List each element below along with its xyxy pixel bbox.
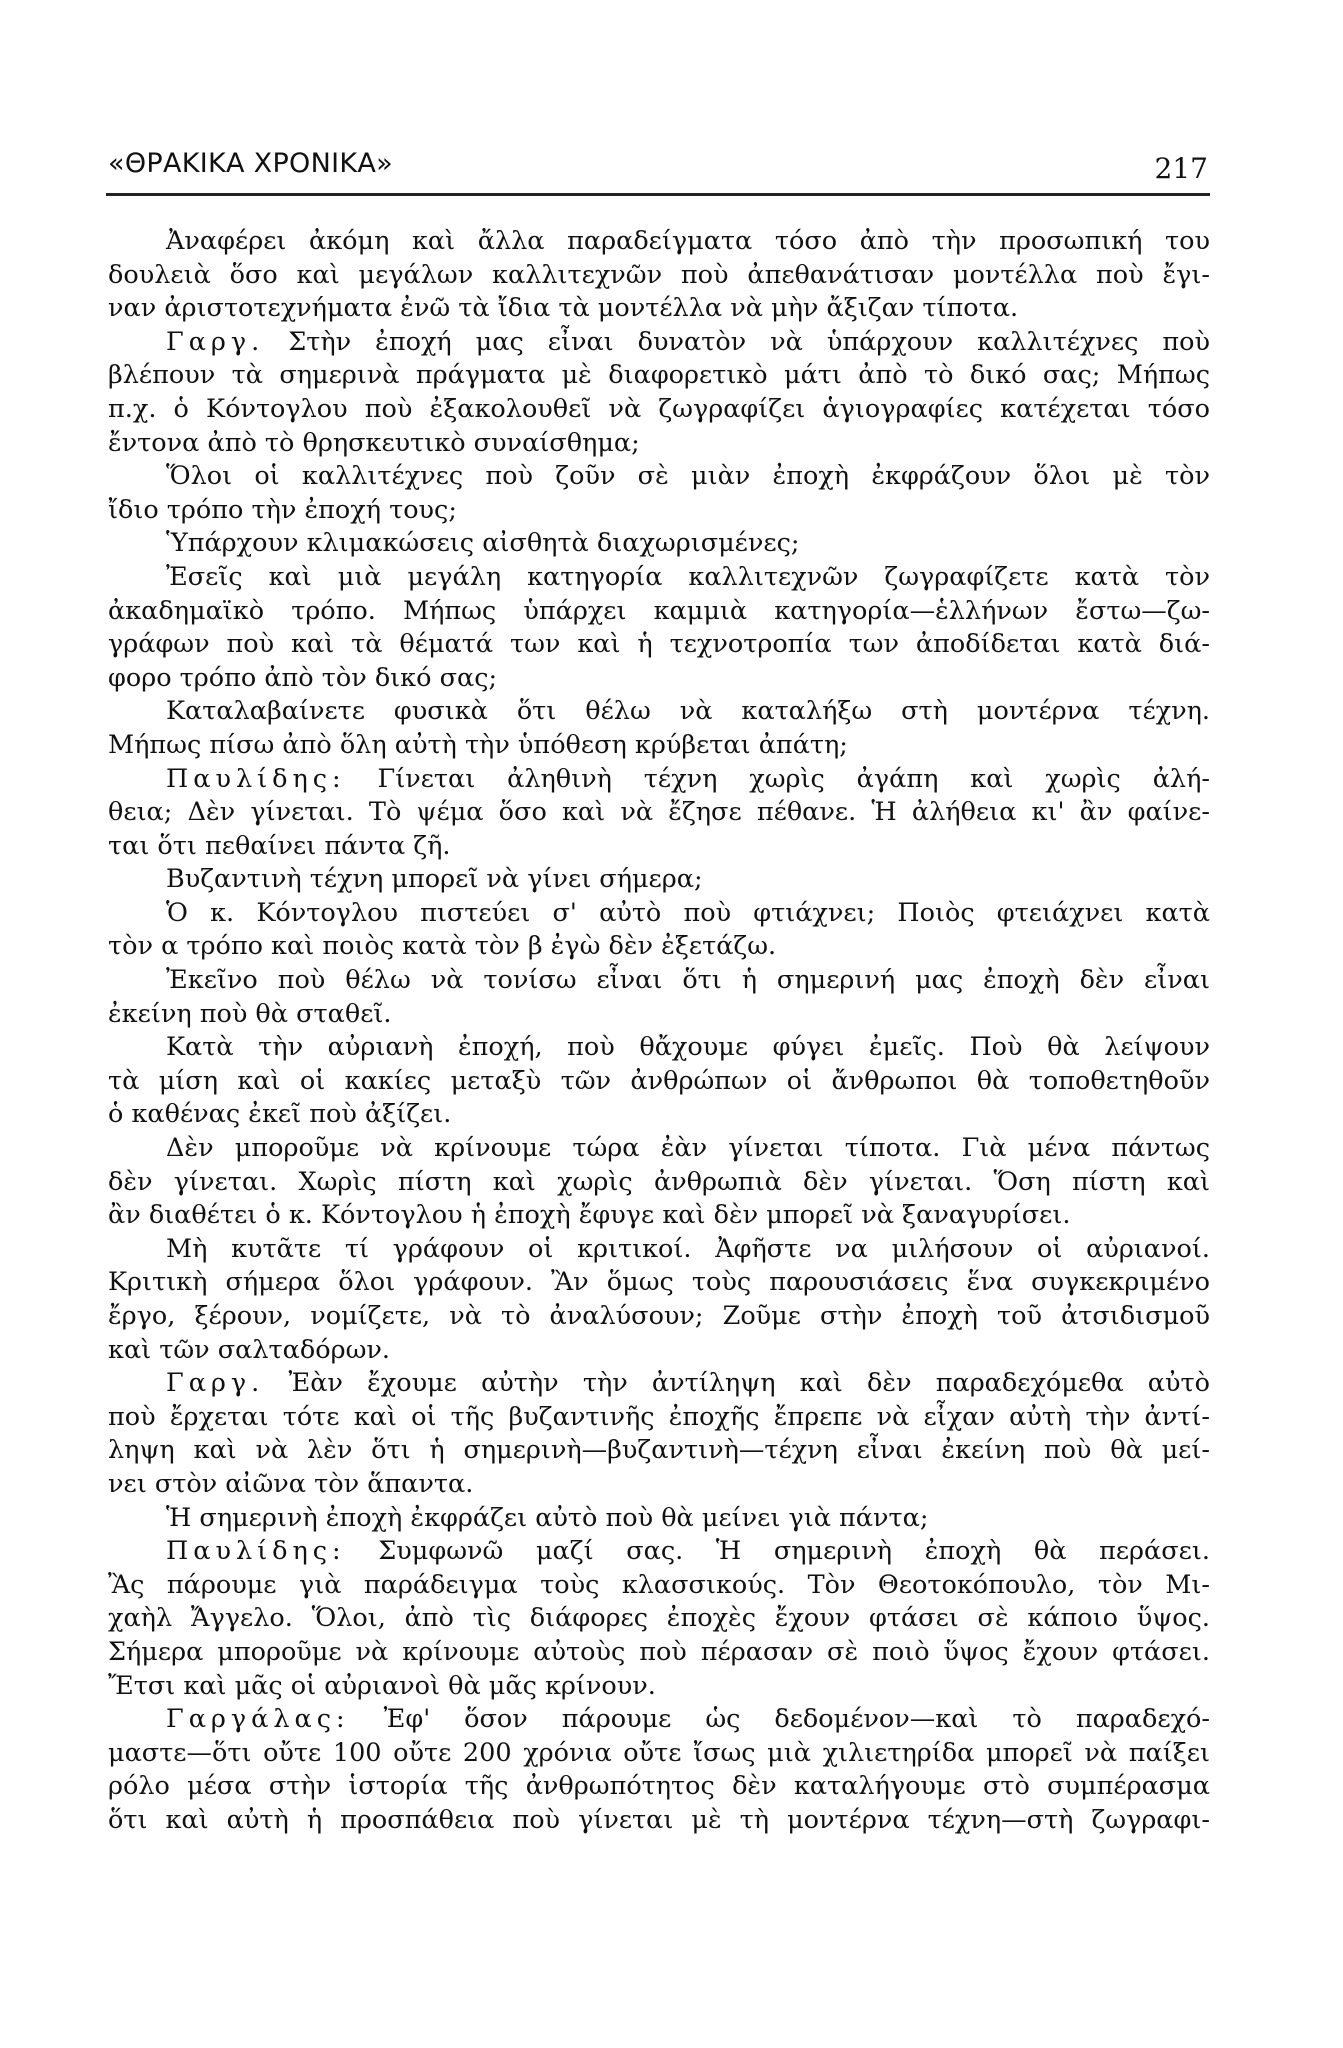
line-text: χαὴλ Ἄγγελο. Ὅλοι, ἀπὸ τὶς διάφορες ἐποχὲς ἔχουν φτάσει σὲ κάποιο ὕψος. — [108, 1603, 1210, 1634]
line-text: τὸν α τρόπο καὶ ποιὸς κατὰ τὸν β ἐγὼ δὲν ἐξετάζω. — [108, 931, 777, 962]
header-rule — [106, 193, 1210, 196]
text-line — [108, 897, 1210, 931]
line-text: ἔργο, ξέρουν, νομίζετε, νὰ τὸ ἀναλύσουν; Ζοῦμε στὴν ἐποχὴ τοῦ ἀτσιδισμοῦ — [108, 1301, 1210, 1331]
speaker-name: Παυλίδης: — [166, 763, 346, 794]
text-line — [108, 1199, 1210, 1233]
text-line — [108, 930, 1210, 964]
text-line — [108, 1468, 1210, 1502]
line-text: Κατὰ τὴν αὐριανὴ ἐποχή, ποὺ θἄχουμε φύγει ἐμεῖς. Ποὺ θὰ λείψουν — [166, 1032, 1210, 1063]
line-text: ὅτι καὶ αὐτὴ ἡ προσπάθεια ποὺ γίνεται μὲ τὴ μοντέρνα τέχνη—στὴ ζωγραφι- — [108, 1804, 1210, 1835]
line-text: νει στὸν αἰῶνα τὸν ἅπαντα. — [108, 1468, 474, 1499]
line-text: ναν ἀριστοτεχνήματα ἐνῶ τὰ ἴδια τὰ μοντέλλα νὰ μὴν ἄξιζαν τίποτα. — [108, 293, 1019, 324]
text-line — [108, 1233, 1210, 1267]
line-text: Ἐκεῖνο ποὺ θέλω νὰ τονίσω εἶναι ὅτι ἡ σημερινή μας ἐποχὴ δὲν εἶναι — [166, 965, 1210, 996]
line-text: ται ὅτι πεθαίνει πάντα ζῆ. — [108, 830, 451, 861]
line-text: Μὴ κυτᾶτε τί γράφουν οἱ κριτικοί. Ἀφῆστε να μιλήσουν οἱ αὐριανοί. — [166, 1233, 1210, 1264]
line-text: γράφων ποὺ καὶ τὰ θέματά των καὶ ἡ τεχνοτροπία των ἀποδίδεται κατὰ διά- — [108, 629, 1210, 660]
speaker-name: Γαργάλας: — [166, 1704, 350, 1735]
page-header — [108, 148, 1208, 188]
text-line — [108, 964, 1210, 998]
line-text: βλέπουν τὰ σημερινὰ πράγματα μὲ διαφορετικὸ μάτι ἀπὸ τὸ δικό σας; Μήπως — [108, 360, 1210, 391]
line-text: Συμφωνῶ μαζί σας. Ἡ σημερινὴ ἐποχὴ θὰ περάσει. — [345, 1536, 1210, 1567]
line-text: Ὁ κ. Κόντογλου πιστεύει σ' αὐτὸ ποὺ φτιάχνει; Ποιὸς φτειάχνει κατὰ — [166, 897, 1210, 928]
text-line — [108, 595, 1210, 629]
text-line — [108, 427, 1210, 461]
text-line — [108, 1367, 1210, 1401]
line-text: Ὅλοι οἱ καλλιτέχνες ποὺ ζοῦν σὲ μιὰν ἐποχὴ ἐκφράζουν ὅλοι μὲ τὸν — [166, 461, 1210, 492]
text-line — [108, 1132, 1210, 1166]
body-text — [108, 225, 1210, 1838]
text-line — [108, 1670, 1210, 1704]
text-line — [108, 1770, 1210, 1804]
line-text: ἴδιο τρόπο τὴν ἐποχή τους; — [108, 494, 457, 525]
text-line — [108, 1266, 1210, 1300]
text-line — [108, 1401, 1210, 1435]
line-text: Δὲν μποροῦμε νὰ κρίνουμε τώρα ἐὰν γίνεται τίποτα. Γιὰ μένα πάντως — [166, 1133, 1210, 1164]
text-line — [108, 460, 1210, 494]
text-line — [108, 1569, 1210, 1603]
text-line — [108, 662, 1210, 696]
text-line — [108, 1636, 1210, 1670]
line-text: ἐκείνη ποὺ θὰ σταθεῖ. — [108, 998, 392, 1029]
line-text: Σήμερα μποροῦμε νὰ κρίνουμε αὐτοὺς ποὺ πέρασαν σὲ ποιὸ ὕψος ἔχουν φτάσει. — [108, 1636, 1210, 1667]
line-text: Στὴν ἐποχή μας εἶναι δυνατὸν νὰ ὑπάρχουν καλλιτέχνες ποὺ — [264, 326, 1210, 357]
text-line — [108, 1703, 1210, 1737]
text-line — [108, 359, 1210, 393]
text-line — [108, 1434, 1210, 1468]
line-text: Καταλαβαίνετε φυσικὰ ὅτι θέλω νὰ καταλήξω στὴ μοντέρνα τέχνη. — [166, 696, 1210, 727]
line-text: ἀκαδημαϊκὸ τρόπο. Μήπως ὑπάρχει καμμιὰ κατηγορία—ἑλλήνων ἔστω—ζω- — [108, 595, 1210, 626]
text-line — [108, 1031, 1210, 1065]
line-text: π.χ. ὁ Κόντογλου ποὺ ἐξακολουθεῖ νὰ ζωγραφίζει ἁγιογραφίες κατέχεται τόσο — [108, 393, 1210, 424]
text-line — [108, 326, 1210, 360]
text-line — [108, 1300, 1210, 1334]
text-line — [108, 1334, 1210, 1368]
text-line — [108, 1065, 1210, 1099]
line-text: Μήπως πίσω ἀπὸ ὅλη αὐτὴ τὴν ὑπόθεση κρύβεται ἀπάτη; — [108, 729, 848, 760]
text-line — [108, 1737, 1210, 1771]
line-text: ρόλο μέσα στὴν ἱστορία τῆς ἀνθρωπότητος δὲν καταλήγουμε στὸ συμπέρασμα — [108, 1771, 1210, 1802]
text-line — [108, 292, 1210, 326]
line-text: Κριτικὴ σήμερα ὅλοι γράφουν. Ἂν ὅμως τοὺς παρουσιάσεις ἕνα συγκεκριμένο — [108, 1267, 1210, 1298]
text-line — [108, 1602, 1210, 1636]
text-line — [108, 1166, 1210, 1200]
text-line — [108, 863, 1210, 897]
line-text: ποὺ ἔρχεται τότε καὶ οἱ τῆς βυζαντινῆς ἐποχῆς ἔπρεπε νὰ εἶχαν αὐτὴ τὴν ἀντί- — [108, 1401, 1210, 1432]
text-line — [108, 1804, 1210, 1838]
text-line — [108, 259, 1210, 293]
page-number: 217 — [1154, 152, 1208, 185]
line-text: ἂν διαθέτει ὁ κ. Κόντογλου ἡ ἐποχὴ ἔφυγε καὶ δὲν μπορεῖ νὰ ξαναγυρίσει. — [108, 1200, 1071, 1231]
text-line — [108, 527, 1210, 561]
speaker-name: Γαργ. — [166, 1368, 265, 1399]
text-line — [108, 561, 1210, 595]
line-text: Ἂς πάρουμε γιὰ παράδειγμα τοὺς κλασσικούς. Τὸν Θεοτοκόπουλο, τὸν Μι- — [108, 1569, 1210, 1600]
speaker-name: Γαργ. — [166, 326, 265, 357]
line-text: Βυζαντινὴ τέχνη μπορεῖ νὰ γίνει σήμερα; — [166, 864, 703, 895]
text-line — [108, 1502, 1210, 1536]
line-text: Ἀναφέρει ἀκόμη καὶ ἄλλα παραδείγματα τόσο ἀπὸ τὴν προσωπική του — [166, 226, 1210, 256]
text-line — [108, 729, 1210, 763]
line-text: θεια; Δὲν γίνεται. Τὸ ψέμα ὅσο καὶ νὰ ἔζησε πέθανε. Ἡ ἀλήθεια κι' ἂν φαίνε- — [108, 797, 1210, 828]
line-text: Ὑπάρχουν κλιμακώσεις αἰσθητὰ διαχωρισμένες; — [166, 528, 800, 559]
text-line — [108, 830, 1210, 864]
line-text: καὶ τῶν σαλταδόρων. — [108, 1334, 390, 1365]
text-line — [108, 1535, 1210, 1569]
line-text: Ἐφ' ὅσον πάρουμε ὡς δεδομένον—καὶ τὸ παραδεχό- — [349, 1704, 1210, 1735]
line-text: Ἔτσι καὶ μᾶς οἱ αὐριανοὶ θὰ μᾶς κρίνουν. — [108, 1670, 656, 1701]
line-text: Ἡ σημερινὴ ἐποχὴ ἐκφράζει αὐτὸ ποὺ θὰ μείνει γιὰ πάντα; — [166, 1502, 929, 1533]
line-text: Ἐὰν ἔχουμε αὐτὴν τὴν ἀντίληψη καὶ δὲν παραδεχόμεθα αὐτὸ — [264, 1368, 1210, 1399]
line-text: ἔντονα ἀπὸ τὸ θρησκευτικὸ συναίσθημα; — [108, 427, 640, 458]
journal-title: «ΘΡΑΚΙΚΑ ΧΡΟΝΙΚΑ» — [108, 148, 393, 179]
line-text: φορο τρόπο ἀπὸ τὸν δικό σας; — [108, 662, 498, 693]
text-line — [108, 763, 1210, 797]
line-text: Ἐσεῖς καὶ μιὰ μεγάλη κατηγορία καλλιτεχνῶν ζωγραφίζετε κατὰ τὸν — [166, 561, 1210, 592]
line-text: μαστε—ὅτι οὔτε 100 οὔτε 200 χρόνια οὔτε ἴσως μιὰ χιλιετηρίδα μπορεῖ νὰ παίξει — [108, 1737, 1210, 1768]
line-text: ληψη καὶ νὰ λὲν ὅτι ἡ σημερινὴ—βυζαντινὴ—τέχνη εἶναι ἐκείνη ποὺ θὰ μεί- — [108, 1435, 1210, 1466]
text-line — [108, 494, 1210, 528]
speaker-name: Παυλίδης: — [166, 1536, 346, 1567]
text-line — [108, 998, 1210, 1032]
text-line — [108, 1098, 1210, 1132]
text-line — [108, 393, 1210, 427]
line-text: δὲν γίνεται. Χωρὶς πίστη καὶ χωρὶς ἀνθρωπιὰ δὲν γίνεται. Ὅση πίστη καὶ — [108, 1166, 1210, 1197]
line-text: ὁ καθένας ἐκεῖ ποὺ ἀξίζει. — [108, 1099, 452, 1130]
line-text: τὰ μίση καὶ οἱ κακίες μεταξὺ τῶν ἀνθρώπων οἱ ἄνθρωποι θὰ τοποθετηθοῦν — [108, 1065, 1210, 1096]
text-line — [108, 695, 1210, 729]
text-line — [108, 796, 1210, 830]
line-text: Γίνεται ἀληθινὴ τέχνη χωρὶς ἀγάπη καὶ χωρὶς ἀλή- — [345, 763, 1210, 794]
line-text: δουλειὰ ὅσο καὶ μεγάλων καλλιτεχνῶν ποὺ ἀπεθανάτισαν μοντέλλα ποὺ ἔγι- — [108, 259, 1210, 290]
text-line — [108, 225, 1210, 259]
text-line — [108, 628, 1210, 662]
